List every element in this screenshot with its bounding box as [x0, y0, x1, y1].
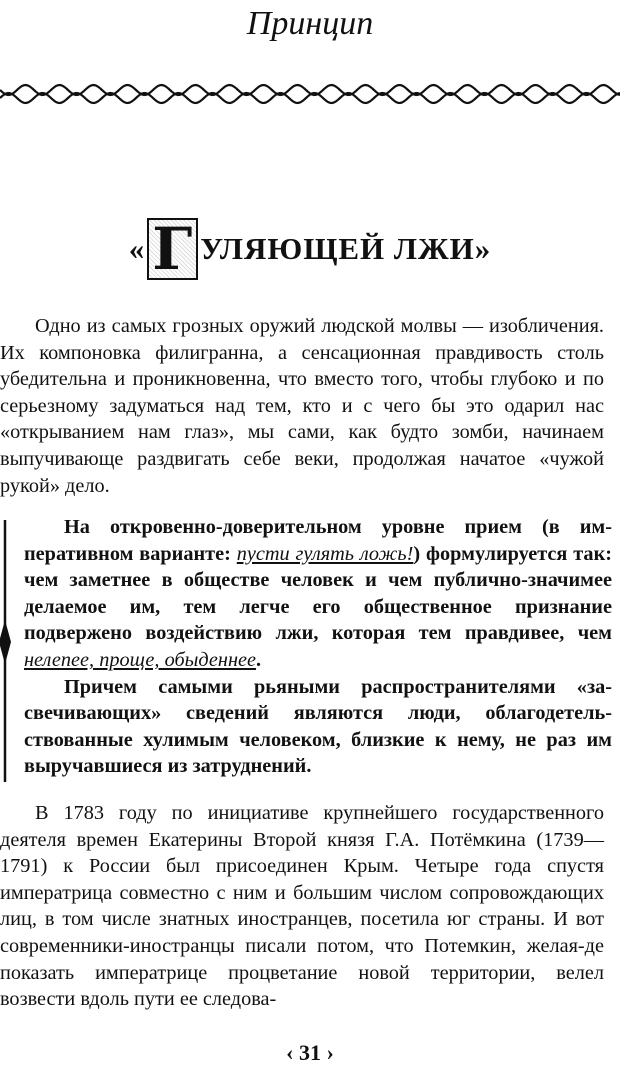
- text-run: На откровенно-доверительном уровне прием (в императивном варианте:: [24, 516, 612, 565]
- page-number: ‹ 31 ›: [286, 1040, 334, 1065]
- close-quote: »: [474, 231, 492, 266]
- intro-paragraph: Одно из самых грозных оружий людской молвы — изобличения. Их компоновка филигранна, а сенсационная правдивость столь убедительна и проникновенна, что вместо того, чтобы глубоко и по серьезному задуматься над тем, кто и с чего бы это одарил нас «открыванием нам глаз», мы сами, как будто зомби, начинаем выпучивающе раздвигать себе веки, продолжая начатое «чужой рукой» дело.: [0, 315, 604, 497]
- text-run: ) формулируется так: чем заметнее в обществе человек и чем публично-значимее делаемое им, тем легче его общественное признание подвержено воздействию лжи, которая тем правдивее, чем: [24, 542, 613, 645]
- page-number-value: 31: [299, 1040, 321, 1065]
- open-quote: «: [128, 231, 146, 266]
- running-header: Принцип: [246, 5, 374, 42]
- principle-statement: [24, 514, 612, 674]
- emphasis-phrase: нелепее, проще, обыденнее: [24, 648, 257, 671]
- emphasis-slogan: пусти гулять ложь!: [236, 542, 414, 565]
- decorative-wave-divider: [0, 78, 620, 112]
- text-run: .: [256, 648, 262, 671]
- principle-block: [24, 514, 612, 780]
- chapter-title-text: УЛЯЮЩЕЙ ЛЖИ: [200, 231, 475, 266]
- principle-addendum: Причем самыми рьяными распространителями «засвечивающих» сведений являются люди, облагодетельствованные хулимым человеком, близкие к нему, не раз им выручавшиеся из затруднений.: [24, 675, 612, 778]
- ornamental-dropcap: Г: [147, 218, 198, 280]
- margin-ornament-icon: [0, 520, 14, 782]
- history-paragraph: В 1783 году по инициативе крупнейшего государственного деятеля времен Екатерины Второй князя Г.А. Потёмкина (1739—1791) к России был присоединен Крым. Четыре года спустя императрица совместно с ним и большим числом сопровождающих лиц, в том числе знатных иностранцев, посетила юг страны. И вот современники-иностранцы писали потом, что Потемкин, желая-де показать императрице процветание новой территории, велел возвести вдоль пути ее следова-: [0, 802, 604, 1011]
- chapter-title: [0, 215, 620, 283]
